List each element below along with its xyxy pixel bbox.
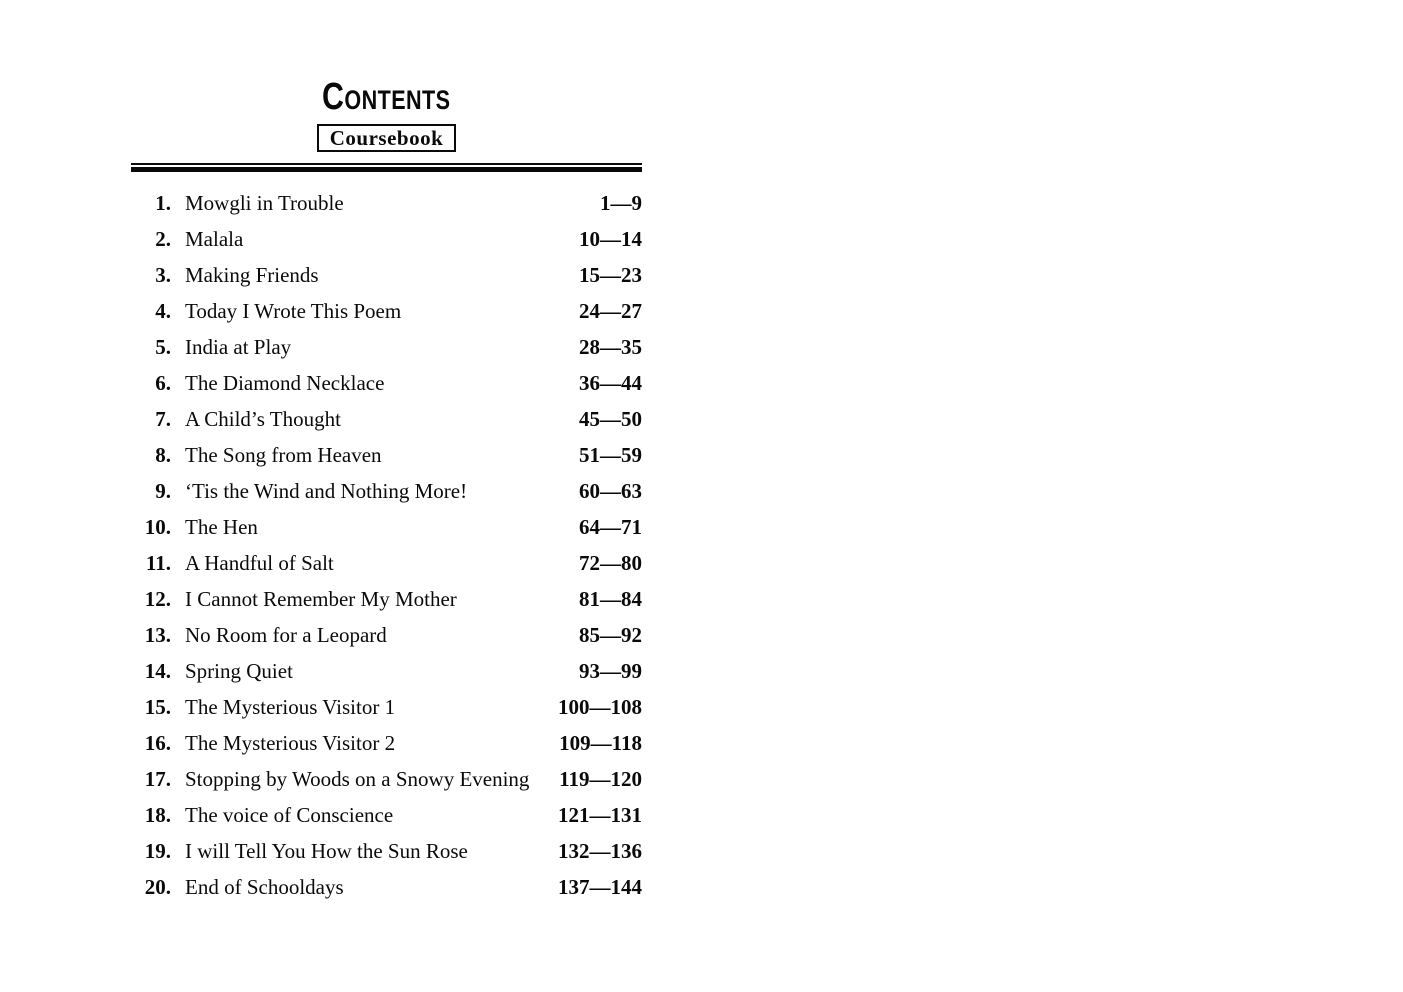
entry-title: The Mysterious Visitor 2: [185, 731, 396, 755]
entry-page-range: 1—9: [600, 191, 642, 215]
entry-page-range: 100—108: [558, 695, 642, 719]
toc-entry-row: [131, 581, 642, 617]
entry-number: 2.: [155, 227, 171, 251]
toc-entry-row: [131, 617, 642, 653]
entry-page-range: 10—14: [579, 227, 642, 251]
entry-number: 10.: [144, 515, 171, 539]
entry-title: Stopping by Woods on a Snowy Evening: [185, 767, 530, 791]
entry-title: Making Friends: [185, 263, 319, 287]
entry-number: 6.: [155, 371, 171, 395]
entry-number: 18.: [144, 803, 171, 827]
entry-title: ‘Tis the Wind and Nothing More!: [185, 479, 468, 503]
toc-entry-row: [131, 293, 642, 329]
entry-page-range: 28—35: [579, 335, 642, 359]
entry-title: End of Schooldays: [185, 875, 344, 899]
entry-number: 12.: [144, 587, 171, 611]
entry-number: 5.: [155, 335, 171, 359]
toc-entry-row: [131, 761, 642, 797]
entry-page-range: 60—63: [579, 479, 642, 503]
toc-entry-row: [131, 545, 642, 581]
toc-entry-row: [131, 725, 642, 761]
entry-number: 11.: [145, 551, 171, 575]
entry-title: Malala: [185, 227, 244, 251]
entry-title: I will Tell You How the Sun Rose: [185, 839, 468, 863]
entry-title: Mowgli in Trouble: [185, 191, 344, 215]
entry-title: India at Play: [185, 335, 292, 359]
toc-entry-row: [131, 329, 642, 365]
toc-entry-row: [131, 797, 642, 833]
entry-title: No Room for a Leopard: [185, 623, 387, 647]
rule-thick-line: [131, 167, 642, 172]
entry-page-range: 24—27: [579, 299, 642, 323]
entry-page-range: 132—136: [558, 839, 642, 863]
entry-page-range: 121—131: [558, 803, 642, 827]
entry-title: The Mysterious Visitor 1: [185, 695, 396, 719]
entry-title: I Cannot Remember My Mother: [185, 587, 457, 611]
entry-number: 20.: [144, 875, 171, 899]
toc-entry-row: [131, 473, 642, 509]
entry-title: A Handful of Salt: [185, 551, 334, 575]
toc-entry-row: [131, 869, 642, 905]
toc-entry-row: [131, 185, 642, 221]
toc-list: [131, 185, 642, 905]
toc-entry-row: [131, 365, 642, 401]
entry-page-range: 119—120: [559, 767, 642, 791]
entry-page-range: 72—80: [579, 551, 642, 575]
entry-title: Spring Quiet: [185, 659, 293, 683]
entry-title: A Child’s Thought: [185, 407, 341, 431]
entry-page-range: 45—50: [579, 407, 642, 431]
entry-number: 7.: [155, 407, 171, 431]
entry-number: 1.: [155, 191, 171, 215]
double-rule: [131, 163, 642, 172]
toc-entry-row: [131, 221, 642, 257]
entry-number: 15.: [144, 695, 171, 719]
toc-entry-row: [131, 833, 642, 869]
entry-title: The Song from Heaven: [185, 443, 382, 467]
toc-entry-row: [131, 689, 642, 725]
page-title-text: [322, 76, 451, 118]
coursebook-label: Coursebook: [329, 126, 444, 150]
toc-entry-row: [131, 401, 642, 437]
title-rest: ONTENTS: [344, 85, 451, 115]
entry-page-range: 109—118: [559, 731, 642, 755]
coursebook-badge: [317, 124, 457, 152]
title-initial-cap: C: [322, 76, 345, 118]
toc-entry-row: [131, 437, 642, 473]
toc-content-column: [131, 76, 642, 905]
toc-entry-row: [131, 257, 642, 293]
entry-page-range: 85—92: [579, 623, 642, 647]
rule-thin-line: [131, 163, 642, 165]
entry-number: 16.: [144, 731, 171, 755]
subtitle-row: [131, 124, 642, 152]
entry-number: 13.: [144, 623, 171, 647]
entry-title: The Diamond Necklace: [185, 371, 385, 395]
page-title: [131, 76, 642, 118]
entry-page-range: 36—44: [579, 371, 642, 395]
entry-page-range: 93—99: [579, 659, 642, 683]
entry-page-range: 51—59: [579, 443, 642, 467]
entry-page-range: 137—144: [558, 875, 642, 899]
toc-entry-row: [131, 509, 642, 545]
entry-number: 8.: [155, 443, 171, 467]
entry-title: The voice of Conscience: [185, 803, 394, 827]
entry-number: 3.: [155, 263, 171, 287]
entry-number: 9.: [155, 479, 171, 503]
entry-page-range: 81—84: [579, 587, 642, 611]
entry-number: 4.: [155, 299, 171, 323]
entry-page-range: 15—23: [579, 263, 642, 287]
entry-number: 19.: [144, 839, 171, 863]
entry-title: Today I Wrote This Poem: [185, 299, 402, 323]
entry-number: 17.: [144, 767, 171, 791]
entry-number: 14.: [144, 659, 171, 683]
entry-title: The Hen: [185, 515, 258, 539]
entry-page-range: 64—71: [579, 515, 642, 539]
toc-entry-row: [131, 653, 642, 689]
